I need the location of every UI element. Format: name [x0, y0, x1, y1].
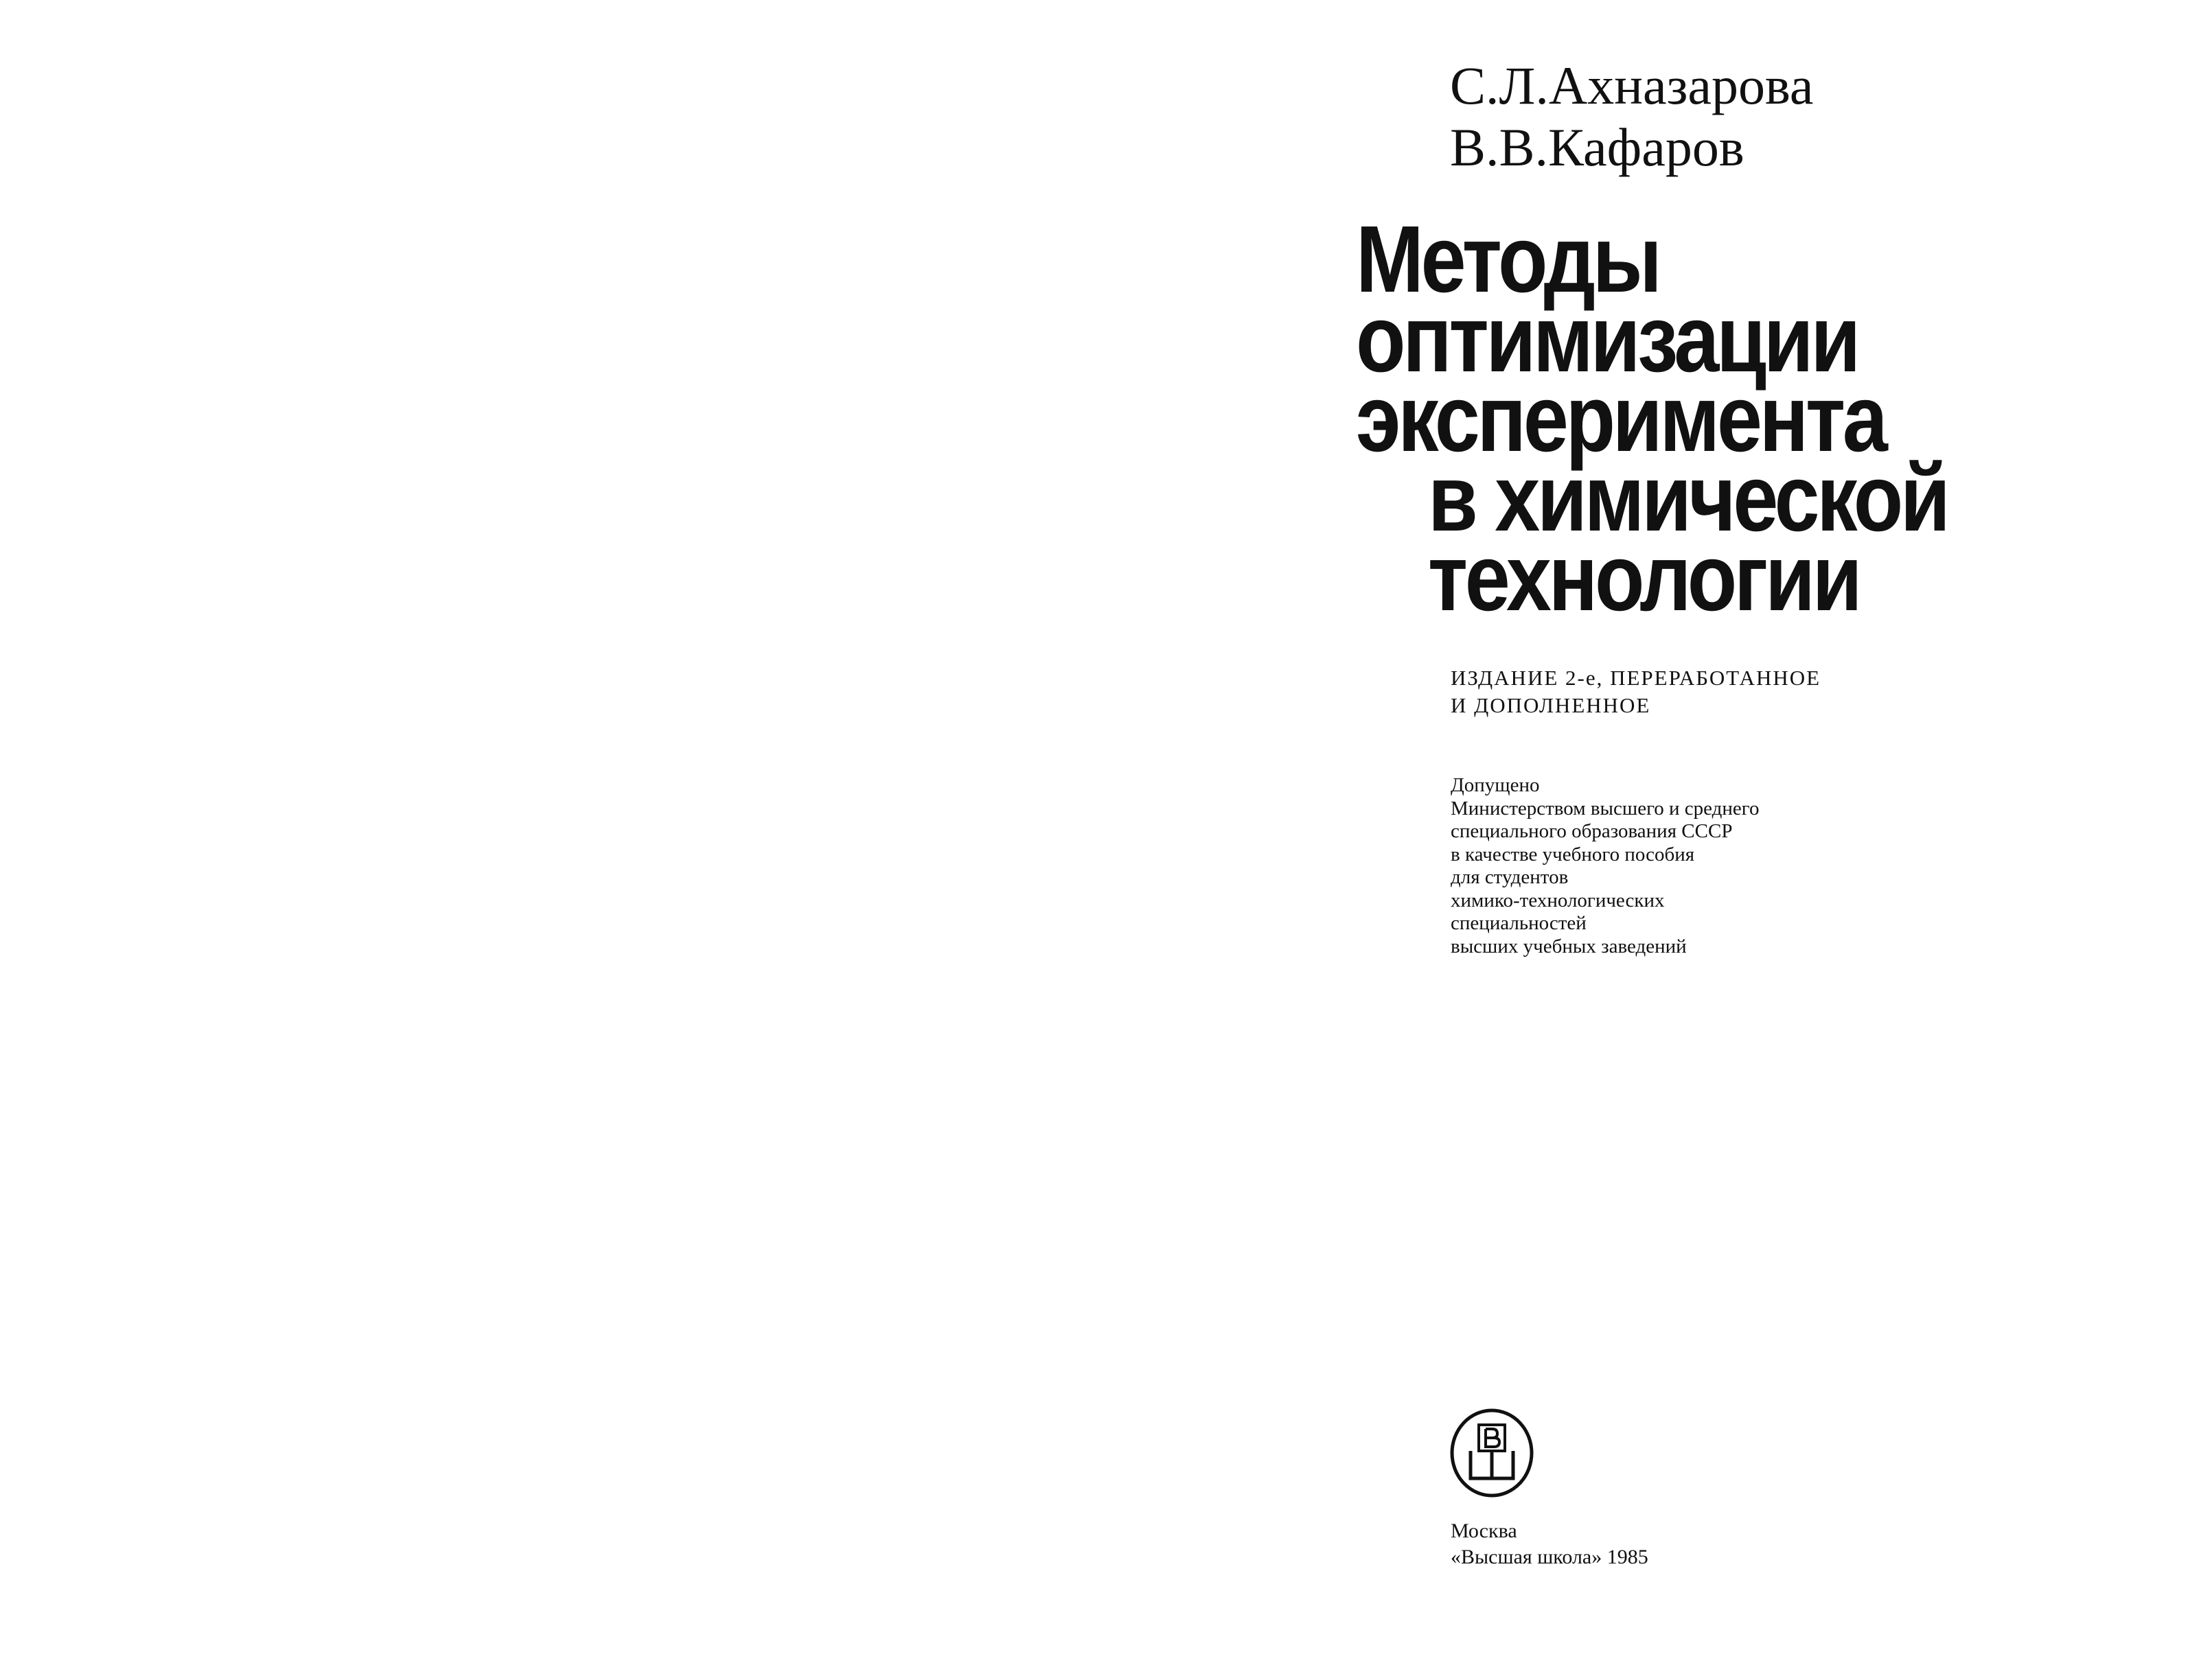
approval-line: химико-технологических — [1451, 889, 1665, 911]
title-line: эксперимента — [1356, 366, 1885, 472]
imprint-publisher-year: «Высшая школа» 1985 — [1451, 1546, 1648, 1568]
title-line: оптимизации — [1356, 286, 1858, 392]
publisher-logo-icon — [1449, 1407, 1535, 1499]
approval-line: Допущено — [1451, 774, 1540, 796]
approval-line: высших учебных заведений — [1451, 935, 1687, 957]
edition-note — [1451, 664, 1821, 719]
title-line: Методы — [1356, 207, 1659, 312]
edition-line: И ДОПОЛНЕННОЕ — [1451, 693, 1651, 717]
title-line: технологии — [1427, 525, 1860, 631]
approval-note — [1451, 774, 1759, 958]
imprint-city: Москва — [1451, 1520, 1517, 1542]
book-title — [1356, 207, 1948, 631]
approval-line: специальностей — [1451, 912, 1587, 934]
approval-line: Министерством высшего и среднего — [1451, 797, 1760, 819]
approval-line: для студентов — [1451, 866, 1569, 888]
author-name: В.В.Кафаров — [1450, 117, 1744, 177]
approval-line: в качестве учебного пособия — [1451, 843, 1695, 865]
title-line: в химической — [1427, 445, 1948, 551]
approval-line: специального образования СССР — [1451, 820, 1733, 842]
imprint — [1451, 1518, 1648, 1570]
authors-block — [1450, 55, 1813, 178]
edition-line: ИЗДАНИЕ 2-е, ПЕРЕРАБОТАННОЕ — [1451, 666, 1821, 690]
author-name: С.Л.Ахназарова — [1450, 56, 1814, 115]
